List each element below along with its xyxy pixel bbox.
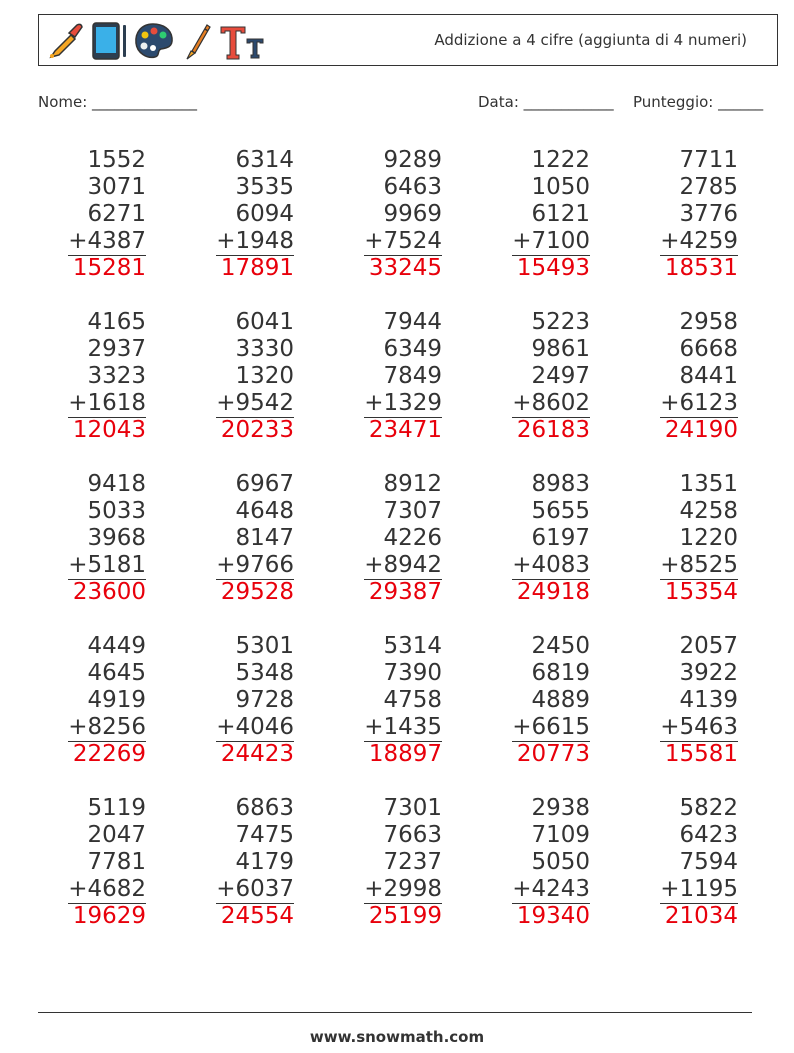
addend: 1320 [235, 363, 294, 389]
addition-problem [174, 795, 294, 930]
addend: 2450 [531, 633, 590, 659]
addition-problem [470, 147, 590, 282]
addend: 6863 [235, 795, 294, 821]
addend: 8147 [235, 525, 294, 551]
addend: 5655 [531, 498, 590, 524]
addition-problem [26, 795, 146, 930]
addend-last: +9766 [216, 552, 294, 578]
addend: 7390 [383, 660, 442, 686]
addition-problem [322, 309, 442, 444]
addend: 7594 [679, 849, 738, 875]
answer: 20773 [516, 741, 590, 767]
answer: 19629 [72, 903, 146, 929]
addend: 7781 [87, 849, 146, 875]
answer: 24554 [220, 903, 294, 929]
addend: 2785 [679, 174, 738, 200]
addition-problem [26, 471, 146, 606]
addend-last: +5463 [660, 714, 738, 740]
addend-last: +4682 [68, 876, 146, 902]
addend-last: +9542 [216, 390, 294, 416]
score-field: Punteggio: ______ [633, 93, 764, 111]
addend: 6094 [235, 201, 294, 227]
addend-last: +6615 [512, 714, 590, 740]
worksheet-title: Addizione a 4 cifre (aggiunta di 4 numeri) [434, 31, 747, 49]
addend: 6041 [235, 309, 294, 335]
addend: 4758 [383, 687, 442, 713]
addend: 7307 [383, 498, 442, 524]
addend: 6423 [679, 822, 738, 848]
addend: 1220 [679, 525, 738, 551]
addend: 6121 [531, 201, 590, 227]
addend: 4139 [679, 687, 738, 713]
addend-last: +8942 [364, 552, 442, 578]
addition-problem [618, 309, 738, 444]
addend: 9861 [531, 336, 590, 362]
addend: 2047 [87, 822, 146, 848]
addend-last: +1948 [216, 228, 294, 254]
addend: 7475 [235, 822, 294, 848]
addend: 1222 [531, 147, 590, 173]
addend-last: +1435 [364, 714, 442, 740]
answer: 29387 [368, 579, 442, 605]
addend-last: +8256 [68, 714, 146, 740]
addition-problem [618, 795, 738, 930]
addend: 6819 [531, 660, 590, 686]
addend: 4645 [87, 660, 146, 686]
addition-problem [322, 633, 442, 768]
addend: 5223 [531, 309, 590, 335]
answer: 15354 [664, 579, 738, 605]
addend: 2958 [679, 309, 738, 335]
addend: 7849 [383, 363, 442, 389]
addend: 5822 [679, 795, 738, 821]
addend: 6967 [235, 471, 294, 497]
answer: 15581 [664, 741, 738, 767]
answer: 23471 [368, 417, 442, 443]
addition-problem [26, 633, 146, 768]
addend: 3330 [235, 336, 294, 362]
answer: 17891 [220, 255, 294, 281]
addend: 5301 [235, 633, 294, 659]
addend: 4179 [235, 849, 294, 875]
addend: 6668 [679, 336, 738, 362]
addend: 4165 [87, 309, 146, 335]
addend-last: +1195 [660, 876, 738, 902]
answer: 12043 [72, 417, 146, 443]
addend: 3535 [235, 174, 294, 200]
addend: 5050 [531, 849, 590, 875]
addend: 5348 [235, 660, 294, 686]
footer-divider [38, 1012, 752, 1013]
addend: 7301 [383, 795, 442, 821]
dropper-icon [45, 21, 85, 61]
addend: 8441 [679, 363, 738, 389]
answer: 22269 [72, 741, 146, 767]
addend: 7109 [531, 822, 590, 848]
addend: 9969 [383, 201, 442, 227]
addition-problem [174, 471, 294, 606]
addition-problem [618, 633, 738, 768]
answer: 25199 [368, 903, 442, 929]
date-field: Data: ____________ [478, 93, 614, 111]
palette-icon [133, 21, 175, 61]
answer: 15281 [72, 255, 146, 281]
header-box [38, 14, 778, 66]
addend-last: +2998 [364, 876, 442, 902]
addend-last: +6037 [216, 876, 294, 902]
addend-last: +1329 [364, 390, 442, 416]
addend: 5314 [383, 633, 442, 659]
addend: 4648 [235, 498, 294, 524]
addend: 9728 [235, 687, 294, 713]
answer: 19340 [516, 903, 590, 929]
addend: 3776 [679, 201, 738, 227]
addend: 7237 [383, 849, 442, 875]
answer: 21034 [664, 903, 738, 929]
addend: 4258 [679, 498, 738, 524]
footer-url: www.snowmath.com [309, 1028, 485, 1046]
addend-last: +7524 [364, 228, 442, 254]
addition-problem [470, 309, 590, 444]
addend: 5033 [87, 498, 146, 524]
addend-last: +4083 [512, 552, 590, 578]
addend: 4226 [383, 525, 442, 551]
addend-last: +1618 [68, 390, 146, 416]
addend: 7663 [383, 822, 442, 848]
answer: 33245 [368, 255, 442, 281]
addition-problem [174, 633, 294, 768]
answer: 23600 [72, 579, 146, 605]
addend: 7711 [679, 147, 738, 173]
addend: 1552 [87, 147, 146, 173]
addition-problem [322, 147, 442, 282]
addend: 3968 [87, 525, 146, 551]
addend: 1351 [679, 471, 738, 497]
addend: 6463 [383, 174, 442, 200]
addend-last: +4259 [660, 228, 738, 254]
addend: 4919 [87, 687, 146, 713]
answer: 18531 [664, 255, 738, 281]
addition-problem [470, 633, 590, 768]
addend: 9418 [87, 471, 146, 497]
addend: 3323 [87, 363, 146, 389]
answer: 24918 [516, 579, 590, 605]
answer: 18897 [368, 741, 442, 767]
addition-problem [26, 147, 146, 282]
addend: 2057 [679, 633, 738, 659]
tablet-icon [91, 21, 129, 61]
addend: 6271 [87, 201, 146, 227]
addition-problem [618, 147, 738, 282]
addend-last: +8525 [660, 552, 738, 578]
addend-last: +5181 [68, 552, 146, 578]
answer: 24190 [664, 417, 738, 443]
addend-last: +4243 [512, 876, 590, 902]
addend-last: +6123 [660, 390, 738, 416]
answer: 26183 [516, 417, 590, 443]
addition-problem [174, 147, 294, 282]
answer: 15493 [516, 255, 590, 281]
addend-last: +7100 [512, 228, 590, 254]
addend: 6197 [531, 525, 590, 551]
addition-problem [470, 471, 590, 606]
addend: 3071 [87, 174, 146, 200]
addend: 6349 [383, 336, 442, 362]
answer: 20233 [220, 417, 294, 443]
addition-problem [174, 309, 294, 444]
name-field: Nome: ______________ [38, 93, 198, 111]
addition-problem [322, 471, 442, 606]
addition-problem [322, 795, 442, 930]
answer: 24423 [220, 741, 294, 767]
addend: 1050 [531, 174, 590, 200]
addend: 8912 [383, 471, 442, 497]
addition-problem [618, 471, 738, 606]
addition-problem [470, 795, 590, 930]
addend-last: +4046 [216, 714, 294, 740]
addend: 2497 [531, 363, 590, 389]
addend: 4449 [87, 633, 146, 659]
text-size-icon [219, 21, 265, 61]
answer: 29528 [220, 579, 294, 605]
addend: 3922 [679, 660, 738, 686]
addend: 6314 [235, 147, 294, 173]
addend-last: +4387 [68, 228, 146, 254]
addend: 5119 [87, 795, 146, 821]
addend-last: +8602 [512, 390, 590, 416]
addition-problem [26, 309, 146, 444]
addend: 2937 [87, 336, 146, 362]
addend: 9289 [383, 147, 442, 173]
addend: 7944 [383, 309, 442, 335]
header-icons [45, 20, 265, 62]
addend: 8983 [531, 471, 590, 497]
brush-icon [183, 21, 213, 61]
addend: 2938 [531, 795, 590, 821]
addend: 4889 [531, 687, 590, 713]
